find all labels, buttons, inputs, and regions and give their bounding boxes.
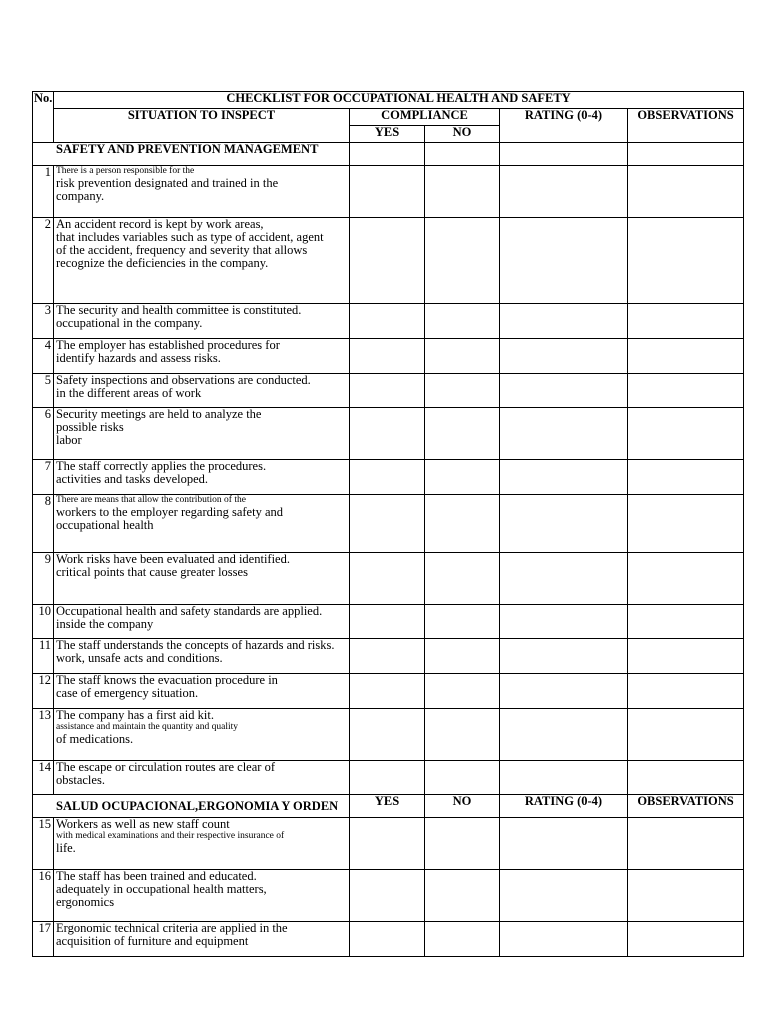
- no-cell[interactable]: [425, 553, 500, 605]
- no-cell[interactable]: [425, 460, 500, 495]
- observations-cell[interactable]: [628, 495, 744, 553]
- item-number: 2: [33, 218, 54, 304]
- rating-cell[interactable]: [500, 166, 628, 218]
- table-row: [33, 818, 744, 870]
- yes-header: YES: [350, 126, 425, 143]
- rating-cell[interactable]: [500, 674, 628, 709]
- yes-cell[interactable]: [350, 495, 425, 553]
- situation-text: [54, 605, 350, 639]
- situation-line: workers to the employer regarding safety and: [56, 505, 284, 519]
- table-row: [33, 495, 744, 553]
- rating-cell[interactable]: [500, 460, 628, 495]
- situation-line: The staff understands the concepts of hazards and risks.: [56, 638, 335, 652]
- situation-line: Security meetings are held to analyze the: [56, 407, 262, 421]
- situation-line: company.: [56, 189, 105, 203]
- situation-text: [54, 639, 350, 674]
- situation-line: case of emergency situation.: [56, 686, 199, 700]
- no-cell[interactable]: [425, 605, 500, 639]
- situation-line: acquisition of furniture and equipment: [56, 934, 249, 948]
- situation-text: [54, 761, 350, 795]
- no-column-header: NO: [425, 126, 500, 143]
- observations-cell[interactable]: [628, 761, 744, 795]
- section-row: [33, 143, 744, 166]
- observations-header: OBSERVATIONS: [628, 109, 744, 143]
- no-cell[interactable]: [425, 709, 500, 761]
- observations-cell[interactable]: [628, 922, 744, 957]
- table-row: [33, 674, 744, 709]
- situation-line: obstacles.: [56, 773, 105, 787]
- no-cell[interactable]: [425, 495, 500, 553]
- situation-line: There is a person responsible for the: [56, 166, 195, 176]
- item-number: 15: [33, 818, 54, 870]
- section-row: [33, 795, 744, 818]
- table-row: [33, 553, 744, 605]
- situation-line: in the different areas of work: [56, 386, 202, 400]
- no-cell[interactable]: [425, 166, 500, 218]
- situation-header: SITUATION TO INSPECT: [54, 109, 350, 143]
- rating-cell[interactable]: [500, 143, 628, 166]
- rating-cell[interactable]: [500, 553, 628, 605]
- table-row: [33, 709, 744, 761]
- situation-text: [54, 818, 350, 870]
- yes-cell[interactable]: [350, 460, 425, 495]
- item-number: 6: [33, 408, 54, 460]
- rating-cell[interactable]: [500, 639, 628, 674]
- no-cell[interactable]: [425, 218, 500, 304]
- situation-line: life.: [56, 841, 76, 855]
- situation-line: Workers as well as new staff count: [56, 817, 230, 831]
- no-header: No.: [33, 92, 54, 143]
- table-row: [33, 870, 744, 922]
- rating-cell[interactable]: [500, 709, 628, 761]
- yes-cell[interactable]: [350, 709, 425, 761]
- no-cell[interactable]: [425, 870, 500, 922]
- table-row: [33, 374, 744, 408]
- observations-cell[interactable]: [628, 553, 744, 605]
- observations-cell[interactable]: [628, 709, 744, 761]
- situation-line: inside the company: [56, 617, 154, 631]
- no-cell[interactable]: [425, 818, 500, 870]
- situation-text: [54, 166, 350, 218]
- rating-cell[interactable]: [500, 818, 628, 870]
- item-number: 8: [33, 495, 54, 553]
- situation-line: Ergonomic technical criteria are applied in the: [56, 921, 288, 935]
- item-number: 3: [33, 304, 54, 339]
- item-number: 13: [33, 709, 54, 761]
- rating-cell[interactable]: [500, 408, 628, 460]
- situation-line: with medical examinations and their respective insurance of: [56, 831, 285, 841]
- yes-cell[interactable]: [350, 218, 425, 304]
- table-row: [33, 922, 744, 957]
- observations-cell[interactable]: [628, 166, 744, 218]
- observations-cell[interactable]: [628, 605, 744, 639]
- yes-cell[interactable]: [350, 553, 425, 605]
- observations-cell[interactable]: [628, 339, 744, 374]
- situation-line: recognize the deficiencies in the company.: [56, 256, 269, 270]
- situation-text: [54, 339, 350, 374]
- situation-line: risk prevention designated and trained in the: [56, 176, 279, 190]
- situation-line: identify hazards and assess risks.: [56, 351, 221, 365]
- situation-line: occupational health: [56, 518, 154, 532]
- no-cell[interactable]: [425, 408, 500, 460]
- situation-line: ergonomics: [56, 895, 115, 909]
- situation-text: [54, 408, 350, 460]
- table-row: [33, 166, 744, 218]
- situation-line: that includes variables such as type of accident, agent: [56, 230, 324, 244]
- situation-line: critical points that cause greater losses: [56, 565, 248, 579]
- situation-line: The employer has established procedures for: [56, 338, 280, 352]
- yes-cell[interactable]: [350, 922, 425, 957]
- yes-cell[interactable]: [350, 374, 425, 408]
- observations-cell[interactable]: [628, 818, 744, 870]
- situation-line: The company has a first aid kit.: [56, 708, 214, 722]
- situation-line: activities and tasks developed.: [56, 472, 209, 486]
- item-number: 16: [33, 870, 54, 922]
- yes-cell[interactable]: [350, 408, 425, 460]
- situation-line: Safety inspections and observations are conducted.: [56, 373, 311, 387]
- situation-text: [54, 674, 350, 709]
- no-cell[interactable]: [425, 674, 500, 709]
- yes-cell[interactable]: [350, 166, 425, 218]
- observations-cell[interactable]: [628, 460, 744, 495]
- situation-text: [54, 553, 350, 605]
- yes-cell[interactable]: [350, 818, 425, 870]
- observations-cell[interactable]: [628, 218, 744, 304]
- situation-text: [54, 870, 350, 922]
- table-row: [33, 460, 744, 495]
- observations-cell[interactable]: [628, 639, 744, 674]
- situation-line: The staff correctly applies the procedures.: [56, 459, 267, 473]
- situation-line: The security and health committee is constituted.: [56, 303, 302, 317]
- observations-cell[interactable]: [628, 143, 744, 166]
- no-cell[interactable]: [425, 639, 500, 674]
- item-number: 9: [33, 553, 54, 605]
- yes-cell[interactable]: [350, 639, 425, 674]
- yes-cell[interactable]: [350, 605, 425, 639]
- yes-cell[interactable]: [350, 761, 425, 795]
- no-column-header: NO: [425, 795, 500, 818]
- situation-line: The escape or circulation routes are clear of: [56, 760, 275, 774]
- no-cell[interactable]: [425, 339, 500, 374]
- item-number: 5: [33, 374, 54, 408]
- situation-line: labor: [56, 433, 82, 447]
- item-number: 7: [33, 460, 54, 495]
- situation-line: Occupational health and safety standards are applied.: [56, 604, 323, 618]
- situation-text: [54, 495, 350, 553]
- item-number: 10: [33, 605, 54, 639]
- yes-cell[interactable]: [350, 674, 425, 709]
- observations-cell[interactable]: [628, 408, 744, 460]
- observations-cell[interactable]: [628, 870, 744, 922]
- yes-cell[interactable]: [350, 339, 425, 374]
- situation-line: possible risks: [56, 420, 124, 434]
- situation-text: [54, 218, 350, 304]
- no-cell[interactable]: [425, 761, 500, 795]
- situation-line: assistance and maintain the quantity and quality: [56, 722, 239, 732]
- table-row: [33, 761, 744, 795]
- situation-text: [54, 460, 350, 495]
- item-number: 1: [33, 166, 54, 218]
- rating-cell[interactable]: [500, 304, 628, 339]
- situation-text: [54, 304, 350, 339]
- no-cell[interactable]: [425, 143, 500, 166]
- rating-cell[interactable]: [500, 218, 628, 304]
- rating-cell[interactable]: [500, 605, 628, 639]
- yes-cell[interactable]: [350, 304, 425, 339]
- item-number: 11: [33, 639, 54, 674]
- situation-line: work, unsafe acts and conditions.: [56, 651, 223, 665]
- situation-line: The staff has been trained and educated.: [56, 869, 257, 883]
- situation-line: occupational in the company.: [56, 316, 203, 330]
- situation-text: [54, 709, 350, 761]
- table-row: [33, 218, 744, 304]
- yes-header: YES: [350, 795, 425, 818]
- observations-cell[interactable]: [628, 304, 744, 339]
- observations-header: OBSERVATIONS: [628, 795, 744, 818]
- no-cell[interactable]: [425, 922, 500, 957]
- compliance-header: COMPLIANCE: [350, 109, 500, 126]
- rating-cell[interactable]: [500, 495, 628, 553]
- table-row: [33, 304, 744, 339]
- rating-cell[interactable]: [500, 870, 628, 922]
- table-row: [33, 408, 744, 460]
- table-row: [33, 639, 744, 674]
- section-title: SALUD OCUPACIONAL,ERGONOMIA Y ORDEN: [33, 795, 350, 818]
- situation-line: There are means that allow the contribution of the: [56, 495, 246, 505]
- rating-cell[interactable]: [500, 922, 628, 957]
- situation-line: The staff knows the evacuation procedure in: [56, 673, 278, 687]
- no-cell[interactable]: [425, 374, 500, 408]
- checklist-title: CHECKLIST FOR OCCUPATIONAL HEALTH AND SAFETY: [54, 92, 744, 109]
- rating-cell[interactable]: [500, 761, 628, 795]
- observations-cell[interactable]: [628, 374, 744, 408]
- item-number: 4: [33, 339, 54, 374]
- item-number: 17: [33, 922, 54, 957]
- item-number: 12: [33, 674, 54, 709]
- checklist-table: [32, 91, 744, 957]
- no-cell[interactable]: [425, 304, 500, 339]
- rating-cell[interactable]: [500, 374, 628, 408]
- situation-line: An accident record is kept by work areas,: [56, 217, 264, 231]
- situation-text: [54, 374, 350, 408]
- situation-line: adequately in occupational health matters,: [56, 882, 267, 896]
- rating-cell[interactable]: [500, 339, 628, 374]
- yes-cell[interactable]: [350, 870, 425, 922]
- observations-cell[interactable]: [628, 674, 744, 709]
- situation-line: of the accident, frequency and severity that allows: [56, 243, 308, 257]
- situation-line: of medications.: [56, 732, 134, 746]
- situation-text: [54, 922, 350, 957]
- situation-line: Work risks have been evaluated and identified.: [56, 552, 290, 566]
- item-number: 14: [33, 761, 54, 795]
- rating-header: RATING (0-4): [500, 109, 628, 143]
- rating-header: RATING (0-4): [500, 795, 628, 818]
- yes-cell[interactable]: [350, 143, 425, 166]
- table-row: [33, 605, 744, 639]
- section-title: SAFETY AND PREVENTION MANAGEMENT: [33, 143, 350, 166]
- table-row: [33, 339, 744, 374]
